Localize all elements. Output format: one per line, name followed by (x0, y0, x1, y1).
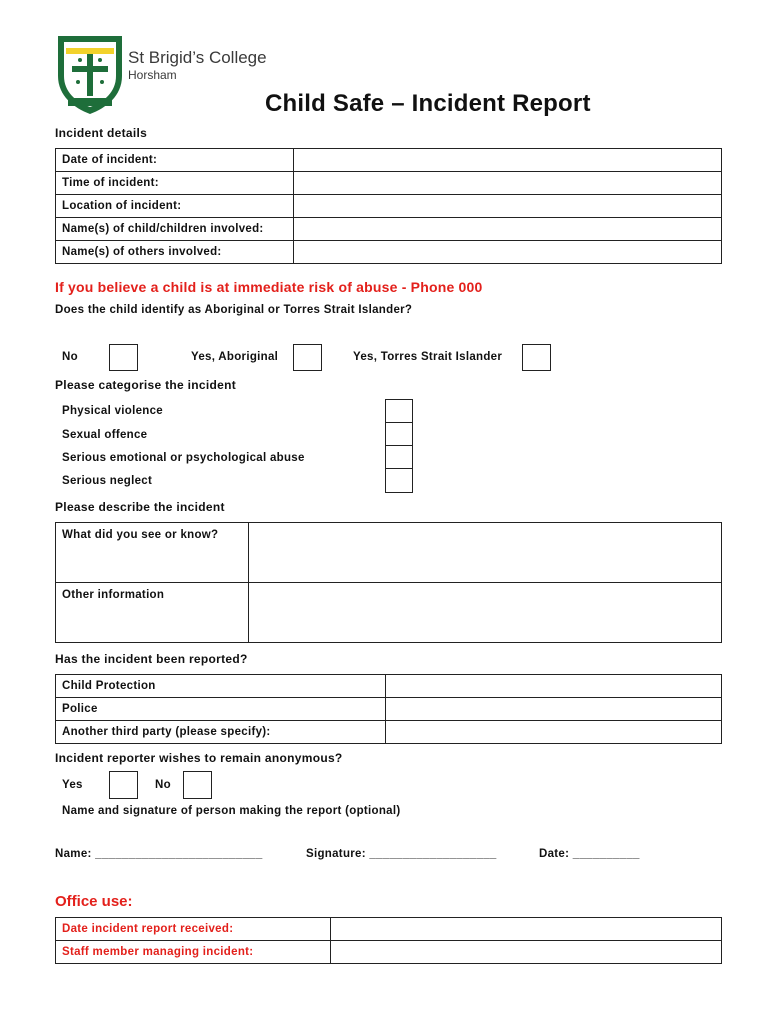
describe-heading: Please describe the incident (55, 500, 225, 514)
table-row (56, 698, 722, 721)
reported-table (55, 674, 722, 744)
children-involved-field[interactable] (294, 218, 722, 241)
row-label: Name(s) of others involved: (56, 241, 294, 264)
time-of-incident-field[interactable] (294, 172, 722, 195)
row-label: Child Protection (56, 675, 386, 698)
sexual-offence-checkbox[interactable] (385, 422, 413, 447)
aboriginal-question: Does the child identify as Aboriginal or Torres Strait Islander? (55, 304, 413, 316)
row-label: Location of incident: (56, 195, 294, 218)
row-label: Date incident report received: (56, 918, 331, 941)
incident-details-heading: Incident details (55, 126, 148, 140)
staff-member-field[interactable] (331, 941, 722, 964)
table-row (56, 918, 722, 941)
describe-table (55, 522, 722, 643)
date-of-incident-field[interactable] (294, 149, 722, 172)
row-label: Staff member managing incident: (56, 941, 331, 964)
anonymous-no-label: No (155, 779, 171, 791)
page-title: Child Safe – Incident Report (265, 90, 591, 117)
serious-neglect-checkbox[interactable] (385, 468, 413, 493)
table-row (56, 195, 722, 218)
table-row (56, 583, 722, 643)
categorise-heading: Please categorise the incident (55, 378, 237, 392)
third-party-field[interactable] (386, 721, 722, 744)
school-crest-icon (54, 32, 126, 116)
police-field[interactable] (386, 698, 722, 721)
row-label: What did you see or know? (56, 523, 249, 583)
physical-violence-checkbox[interactable] (385, 399, 413, 424)
category-label: Serious neglect (62, 475, 153, 487)
name-field[interactable]: Name: _________________________ (55, 848, 263, 860)
date-field[interactable]: Date: __________ (539, 848, 640, 860)
incident-details-table (55, 148, 722, 264)
anonymous-yes-label: Yes (62, 779, 83, 791)
school-location: Horsham (128, 68, 177, 82)
table-row (56, 721, 722, 744)
signature-prompt: Name and signature of person making the report (optional) (62, 805, 401, 817)
table-row (56, 218, 722, 241)
option-no-label: No (62, 351, 78, 363)
office-use-heading: Office use: (55, 893, 133, 910)
reported-heading: Has the incident been reported? (55, 652, 248, 666)
location-of-incident-field[interactable] (294, 195, 722, 218)
row-label: Another third party (please specify): (56, 721, 386, 744)
school-logo (54, 32, 274, 116)
what-did-you-see-field[interactable] (249, 523, 722, 583)
other-information-field[interactable] (249, 583, 722, 643)
table-row (56, 675, 722, 698)
option-no-checkbox[interactable] (109, 344, 138, 371)
category-label: Serious emotional or psychological abuse (62, 452, 305, 464)
anonymous-no-checkbox[interactable] (183, 771, 212, 799)
table-row (56, 149, 722, 172)
anonymous-yes-checkbox[interactable] (109, 771, 138, 799)
row-label: Name(s) of child/children involved: (56, 218, 294, 241)
date-received-field[interactable] (331, 918, 722, 941)
anonymous-question: Incident reporter wishes to remain anonymous? (55, 751, 343, 765)
table-row (56, 941, 722, 964)
school-name: St Brigid’s College (128, 48, 267, 67)
row-label: Other information (56, 583, 249, 643)
row-label: Date of incident: (56, 149, 294, 172)
table-row (56, 172, 722, 195)
option-torres-strait-label: Yes, Torres Strait Islander (353, 351, 503, 363)
immediate-risk-warning: If you believe a child is at immediate risk of abuse - Phone 000 (55, 279, 483, 295)
category-label: Sexual offence (62, 429, 148, 441)
table-row (56, 523, 722, 583)
emotional-abuse-checkbox[interactable] (385, 445, 413, 470)
office-use-table (55, 917, 722, 964)
child-protection-field[interactable] (386, 675, 722, 698)
category-label: Physical violence (62, 405, 163, 417)
signature-field[interactable]: Signature: ___________________ (306, 848, 497, 860)
row-label: Police (56, 698, 386, 721)
others-involved-field[interactable] (294, 241, 722, 264)
option-aboriginal-label: Yes, Aboriginal (191, 351, 279, 363)
option-aboriginal-checkbox[interactable] (293, 344, 322, 371)
table-row (56, 241, 722, 264)
option-torres-strait-checkbox[interactable] (522, 344, 551, 371)
row-label: Time of incident: (56, 172, 294, 195)
